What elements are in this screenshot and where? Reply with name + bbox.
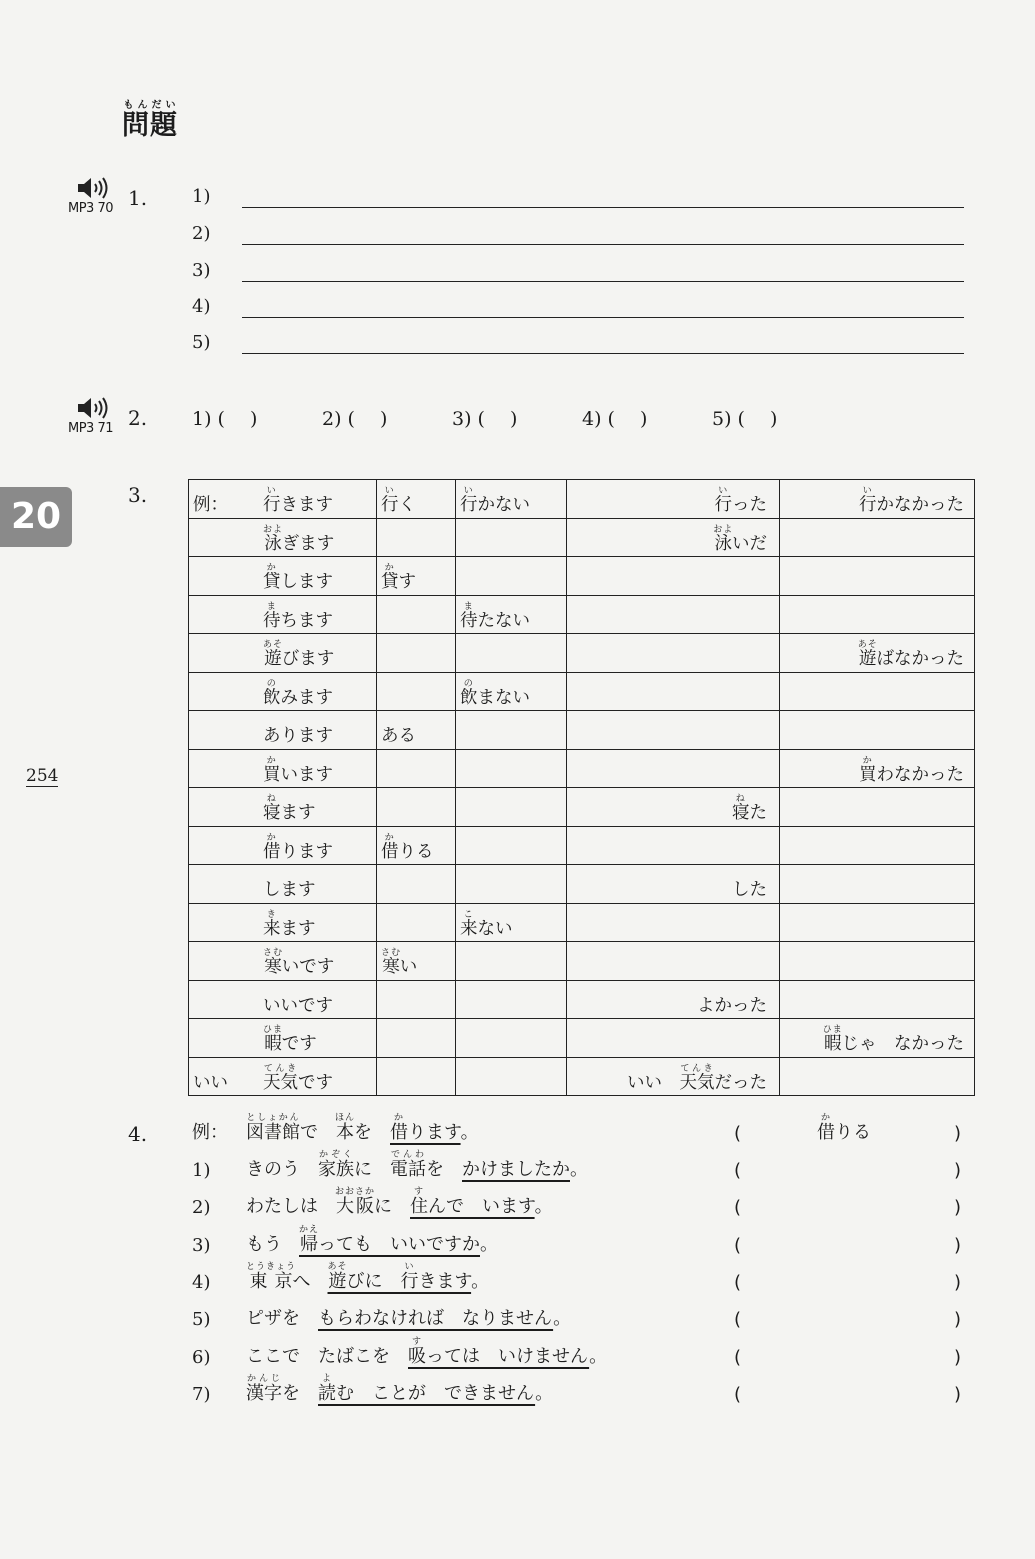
table-cell [567, 480, 780, 519]
answer-paren-close: ) [954, 1309, 962, 1330]
cell-word: します [263, 880, 316, 900]
speaker-icon [76, 395, 112, 421]
sentence: きのう 家族かぞくに 電話でんわを かけましたか。 [246, 1150, 588, 1180]
q1-answer-line-2[interactable] [192, 223, 964, 253]
cell-word: よかった [697, 995, 767, 1016]
table-row [189, 903, 975, 942]
q1-answer-line-1[interactable] [192, 186, 964, 216]
item-number: 3) [192, 1235, 211, 1256]
table-cell [567, 518, 780, 557]
table-cell [189, 1019, 377, 1058]
cell-word: 行いきます [263, 486, 333, 515]
conjugation-table [188, 479, 975, 1096]
cell-word: 暇ひまです [263, 1025, 317, 1054]
cell-word: 寝ねます [263, 794, 316, 823]
sentence: 図書館としょかんで 本ほんを 借かります。 [246, 1113, 479, 1143]
answer-example: 借かりる [817, 1113, 871, 1143]
item-number: 4) [192, 1272, 211, 1293]
q2-item-1[interactable]: 1) ( ) [192, 408, 258, 430]
table-row [189, 595, 975, 634]
table-cell-blank[interactable] [567, 942, 780, 981]
cell-word: 遊あそばなかった [857, 640, 964, 669]
table-cell-blank[interactable] [780, 903, 975, 942]
table-cell-blank[interactable] [456, 1019, 567, 1058]
table-cell [780, 480, 975, 519]
table-cell [456, 903, 567, 942]
answer-paren-close: ) [954, 1235, 962, 1256]
page-number: 254 [26, 766, 59, 786]
table-cell-blank[interactable] [377, 518, 456, 557]
table-cell [377, 711, 456, 750]
table-cell-blank[interactable] [456, 826, 567, 865]
item-number: 1) [192, 186, 211, 207]
table-cell-blank[interactable] [456, 1057, 567, 1096]
sentence: ピザを もらわなければ なりません。 [246, 1308, 572, 1329]
table-cell-blank[interactable] [377, 980, 456, 1019]
table-row [189, 1057, 975, 1096]
item-number: 7) [192, 1384, 211, 1405]
target-phrase: 帰かえっても いいですか [299, 1225, 480, 1255]
table-cell-blank[interactable] [377, 788, 456, 827]
table-row [189, 1019, 975, 1058]
table-cell [189, 711, 377, 750]
table-cell-blank[interactable] [456, 634, 567, 673]
cell-word: ある [381, 726, 416, 746]
answer-paren-open: ( [734, 1384, 742, 1405]
table-cell-blank[interactable] [377, 595, 456, 634]
table-cell-blank[interactable] [456, 518, 567, 557]
target-phrase: かけましたか [462, 1159, 570, 1180]
table-cell [189, 826, 377, 865]
table-cell [189, 749, 377, 788]
cell-word: 待またない [460, 601, 530, 631]
cell-word: 寒さむい [381, 948, 418, 977]
item-number: 5) [192, 332, 211, 353]
cell-word: 暇ひまじゃ なかった [822, 1025, 964, 1054]
sentence: 東京とうきょうへ 遊あそびに 行いきます。 [246, 1262, 490, 1292]
audio-track-71[interactable] [68, 395, 128, 436]
table-cell [377, 557, 456, 596]
table-cell-blank[interactable] [377, 634, 456, 673]
cell-word: 天気てんきです [263, 1063, 333, 1093]
table-cell-blank[interactable] [567, 595, 780, 634]
item-number: 2) [192, 1197, 211, 1218]
table-cell-blank[interactable] [780, 711, 975, 750]
answer-paren-close: ) [954, 1160, 962, 1181]
answer-paren-open: ( [734, 1123, 742, 1144]
q1-answer-line-3[interactable] [192, 260, 964, 290]
item-number: 例： [192, 1122, 228, 1143]
item-number: 3) [192, 260, 211, 281]
table-cell [189, 788, 377, 827]
table-cell [189, 672, 377, 711]
target-phrase: 住すんで います [410, 1187, 535, 1217]
table-cell-blank[interactable] [567, 826, 780, 865]
page-title: 問題もんだい [122, 100, 178, 141]
table-row [189, 518, 975, 557]
cell-word: 来こない [460, 909, 513, 939]
cell-word: 寝ねた [732, 794, 767, 823]
table-cell [189, 480, 377, 519]
table-cell-blank[interactable] [377, 865, 456, 904]
table-cell-blank[interactable] [377, 1057, 456, 1096]
answer-paren-open: ( [734, 1347, 742, 1368]
question-2-number: 2. [128, 406, 148, 430]
cell-word: 来きます [263, 909, 316, 939]
table-cell [189, 865, 377, 904]
table-cell-blank[interactable] [456, 711, 567, 750]
table-row [189, 980, 975, 1019]
answer-paren-open: ( [734, 1235, 742, 1256]
table-cell [780, 749, 975, 788]
cell-word: 買かいます [263, 755, 333, 785]
cell-word: 泳およぎます [263, 524, 335, 554]
question-4-number: 4. [128, 1122, 148, 1146]
cell-word: 貸かします [263, 563, 333, 592]
table-cell [189, 634, 377, 673]
table-cell-blank[interactable] [567, 1019, 780, 1058]
table-cell-blank[interactable] [780, 942, 975, 981]
audio-label: MP3 70 [68, 201, 114, 216]
table-cell [189, 980, 377, 1019]
table-row [189, 711, 975, 750]
table-cell-blank[interactable] [567, 557, 780, 596]
table-cell-blank[interactable] [567, 903, 780, 942]
answer-paren-close: ) [954, 1272, 962, 1293]
table-cell [377, 942, 456, 981]
table-cell-blank[interactable] [780, 826, 975, 865]
item-number: 1) [192, 1160, 211, 1181]
target-phrase: 借かります [390, 1113, 461, 1143]
table-cell [189, 903, 377, 942]
answer-paren-close: ) [954, 1123, 962, 1144]
table-cell [189, 557, 377, 596]
table-cell-blank[interactable] [377, 749, 456, 788]
item-number: 2) [192, 223, 211, 244]
answer-paren-close: ) [954, 1347, 962, 1368]
table-cell-blank[interactable] [780, 788, 975, 827]
q1-answer-line-5[interactable] [192, 332, 964, 362]
table-cell [189, 1057, 377, 1096]
table-row [189, 480, 975, 519]
table-cell [567, 865, 780, 904]
target-phrase: 読よむ ことが できません [318, 1374, 536, 1404]
answer-paren-open: ( [734, 1160, 742, 1181]
sentence: ここで たばこを 吸すっては いけません。 [246, 1337, 608, 1367]
table-row [189, 749, 975, 788]
table-cell [189, 595, 377, 634]
table-cell [780, 634, 975, 673]
cell-word: いい 天気てんきだった [627, 1063, 767, 1093]
table-cell [567, 1057, 780, 1096]
answer-paren-open: ( [734, 1197, 742, 1218]
table-cell-blank[interactable] [780, 980, 975, 1019]
table-cell [456, 595, 567, 634]
item-number: 4) [192, 296, 211, 317]
table-cell-blank[interactable] [567, 634, 780, 673]
cell-word: 借かりる [381, 832, 434, 862]
sentence: もう 帰かえっても いいですか。 [246, 1225, 498, 1255]
q2-answer-row [192, 404, 842, 431]
cell-word: 貸かす [381, 563, 416, 592]
q2-item-3[interactable]: 3) ( ) [452, 408, 518, 430]
cell-word: 行いかなかった [859, 486, 964, 515]
cell-word: 行いった [714, 486, 767, 515]
table-cell-blank[interactable] [780, 1057, 975, 1096]
table-cell-blank[interactable] [456, 865, 567, 904]
table-cell-blank[interactable] [780, 557, 975, 596]
q2-item-4[interactable]: 4) ( ) [582, 408, 648, 430]
cell-word: 行いかない [460, 486, 530, 515]
q2-item-5[interactable]: 5) ( ) [712, 408, 778, 430]
answer-paren-close: ) [954, 1384, 962, 1405]
table-cell-blank[interactable] [456, 788, 567, 827]
cell-word: あります [263, 726, 333, 746]
question-1-number: 1. [128, 186, 148, 210]
cell-word: した [732, 880, 767, 900]
cell-word: 遊あそびます [263, 640, 335, 669]
cell-word: 待まちます [263, 601, 333, 631]
table-cell-blank[interactable] [780, 518, 975, 557]
cell-word: 泳およいだ [713, 524, 767, 554]
table-cell-blank[interactable] [780, 672, 975, 711]
target-phrase: もらわなければ なりません [318, 1308, 554, 1329]
table-cell-blank[interactable] [377, 1019, 456, 1058]
table-cell-blank[interactable] [456, 942, 567, 981]
table-cell-blank[interactable] [377, 672, 456, 711]
table-cell-blank[interactable] [780, 865, 975, 904]
answer-paren-close: ) [954, 1197, 962, 1218]
cell-lead: いい [193, 1072, 228, 1093]
table-row [189, 557, 975, 596]
table-cell [567, 788, 780, 827]
audio-label: MP3 71 [68, 421, 114, 436]
table-row [189, 826, 975, 865]
table-row [189, 865, 975, 904]
table-cell [189, 942, 377, 981]
answer-paren-open: ( [734, 1309, 742, 1330]
table-cell-blank[interactable] [377, 903, 456, 942]
cell-word: いいです [263, 995, 333, 1016]
table-cell [456, 672, 567, 711]
table-cell-blank[interactable] [567, 711, 780, 750]
audio-track-70[interactable] [68, 175, 128, 216]
table-row [189, 672, 975, 711]
table-row [189, 634, 975, 673]
item-number: 6) [192, 1347, 211, 1368]
table-cell [189, 518, 377, 557]
cell-lead: 例： [193, 495, 228, 515]
table-row [189, 942, 975, 981]
q1-answer-line-4[interactable] [192, 296, 964, 326]
table-cell-blank[interactable] [780, 595, 975, 634]
table-cell [780, 1019, 975, 1058]
answer-paren-open: ( [734, 1272, 742, 1293]
table-cell-blank[interactable] [456, 749, 567, 788]
table-row [189, 788, 975, 827]
cell-word: 買かわなかった [859, 755, 964, 785]
question-3-number: 3. [128, 483, 148, 507]
chapter-tab: 20 [0, 487, 72, 547]
table-cell-blank[interactable] [567, 672, 780, 711]
sentence: 漢字かんじを 読よむ ことが できません。 [246, 1374, 554, 1404]
table-cell-blank[interactable] [456, 557, 567, 596]
cell-word: 行いく [381, 486, 416, 515]
table-cell [377, 480, 456, 519]
speaker-icon [76, 175, 112, 201]
table-cell-blank[interactable] [567, 749, 780, 788]
cell-word: 飲のまない [460, 678, 530, 708]
q2-item-2[interactable]: 2) ( ) [322, 408, 388, 430]
table-cell [567, 980, 780, 1019]
cell-word: 寒さむいです [263, 948, 335, 977]
item-number: 5) [192, 1309, 211, 1330]
table-cell [456, 480, 567, 519]
sentence: わたしは 大阪おおさかに 住すんで います。 [246, 1187, 553, 1217]
cell-word: 飲のみます [263, 678, 333, 708]
table-cell-blank[interactable] [456, 980, 567, 1019]
cell-word: 借かります [263, 832, 333, 862]
target-phrase: 遊あそびに 行いきます [327, 1262, 472, 1292]
target-phrase: 吸すっては いけません [408, 1337, 590, 1367]
table-cell [377, 826, 456, 865]
